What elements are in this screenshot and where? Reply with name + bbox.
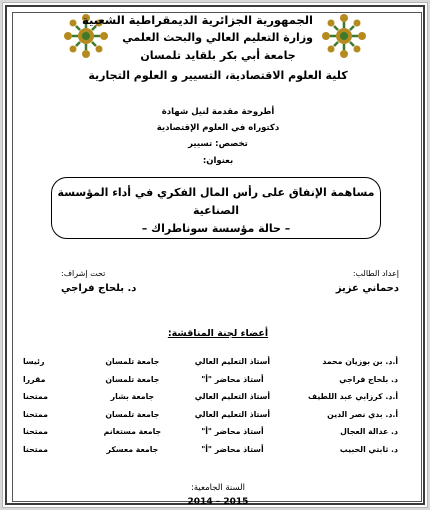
table-row — [23, 353, 398, 371]
student-label: إعداد الطالب: — [352, 269, 399, 278]
member-name: د. ثابتي الحبيب — [339, 444, 398, 454]
table-row — [23, 441, 398, 459]
academic-year-label: السنة الجامعية: — [190, 483, 246, 493]
committee-heading: أعضاء لجنة المناقشة: — [167, 328, 269, 339]
member-role: ممتحنا — [23, 409, 48, 419]
table-row — [23, 371, 398, 389]
supervisor-name: د. بلحاج فراجي — [61, 283, 137, 294]
member-rank: أستاذ محاضر "أ" — [201, 374, 264, 384]
member-name: أ.د. بن بوزيان محمد — [322, 357, 398, 367]
member-university: جامعة تلمسان — [105, 374, 160, 384]
thesis-title-line-1: مساهمة الإنفاق على رأس المال الفكري في أداء المؤسسة — [57, 186, 375, 199]
thesis-intro: أطروحة مقدمة لنيل شهادة — [161, 107, 275, 117]
member-name: د. عدالة العجال — [340, 427, 398, 437]
member-role: مقررا — [23, 374, 46, 384]
committee-table — [23, 353, 398, 458]
member-rank: أستاذ التعليم العالي — [194, 409, 271, 419]
member-name: د. بلحاج فراجي — [339, 374, 398, 384]
member-role: ممتحنا — [23, 392, 48, 402]
republic-name: الجمهورية الجزائرية الديمقراطية الشعبية — [81, 13, 313, 27]
member-role: ممتحنا — [23, 444, 48, 454]
academic-year: 2015 – 2014 — [187, 497, 249, 507]
member-university: جامعة بشار — [110, 392, 155, 402]
table-row — [23, 423, 398, 441]
member-university: جامعة تلمسان — [105, 357, 160, 367]
member-rank: أستاذ التعليم العالي — [194, 357, 271, 367]
student-name: دحماني عزيز — [335, 283, 399, 294]
table-row — [23, 388, 398, 406]
member-name: أ.د. بدي نصر الدين — [327, 409, 398, 419]
thesis-degree: دكتوراه في العلوم الإقتصادية — [156, 123, 280, 133]
member-rank: أستاذ محاضر "أ" — [201, 444, 264, 454]
ornamental-emblem-right-icon — [321, 13, 367, 59]
thesis-title-line-2: الصناعية — [192, 204, 240, 217]
document-page — [2, 2, 428, 508]
thesis-title-box — [51, 177, 381, 239]
member-role: رئيسا — [23, 357, 45, 367]
member-name: أ.د. كرزابي عبد اللطيف — [308, 392, 398, 402]
member-role: ممتحنا — [23, 427, 48, 437]
ministry-name: وزارة التعليم العالي والبحث العلمي — [122, 31, 313, 44]
member-university: جامعة مستغانم — [103, 427, 162, 437]
university-name: جامعة أبي بكر بلقايد تلمسان — [140, 49, 296, 62]
faculty-name: كلية العلوم الاقتصادية، التسيير و العلوم التجارية — [88, 69, 348, 82]
supervisor-label: تحت إشراف: — [61, 269, 106, 278]
member-university: جامعة تلمسان — [105, 409, 160, 419]
thesis-case-study: – حالة مؤسسة سوناطراك – — [141, 222, 291, 235]
member-rank: أستاذ محاضر "أ" — [201, 427, 264, 437]
member-university: جامعة معسكر — [106, 444, 159, 454]
thesis-specialty: تخصص: تسيير — [188, 139, 248, 149]
table-row — [23, 406, 398, 424]
thesis-title-label: بعنوان: — [202, 156, 234, 166]
member-rank: أستاذ التعليم العالي — [194, 392, 271, 402]
